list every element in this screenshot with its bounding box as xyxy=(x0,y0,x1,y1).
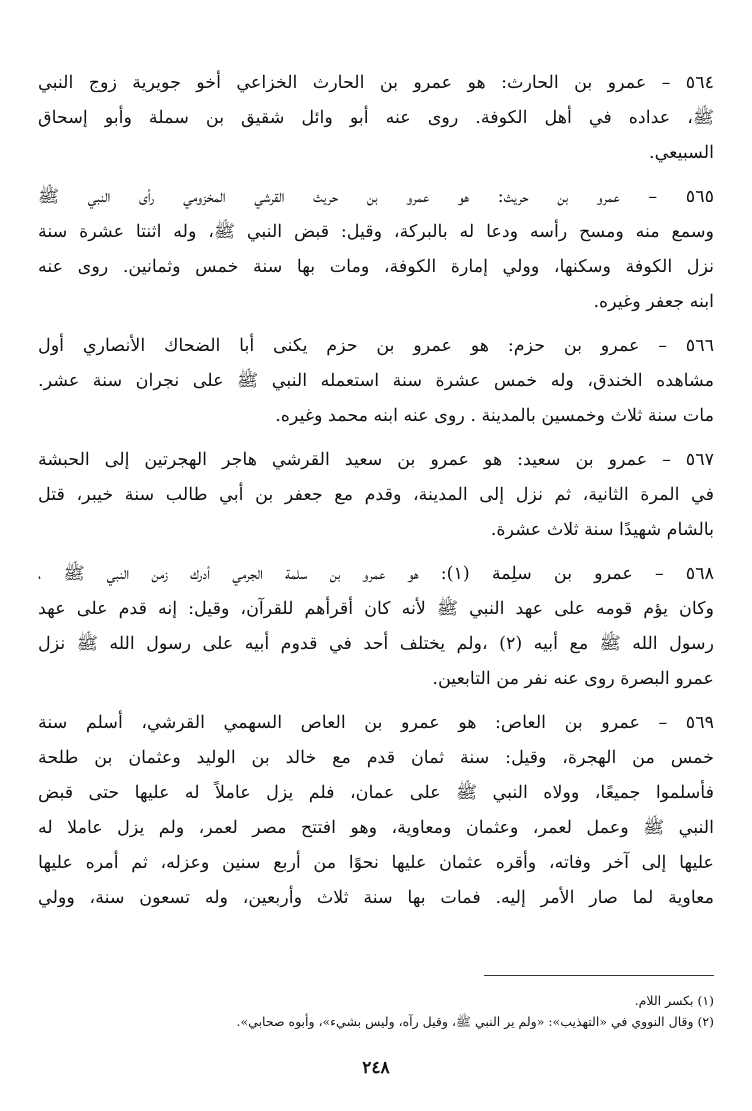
entry-line: وكان يؤم قومه على عهد النبي ﷺ لأنه كان أقرأهم للقرآن، وقيل: إنه قدم على عهد xyxy=(38,599,714,619)
entry-line: ٥٦٩ – عمرو بن العاص: هو عمرو بن العاص السهمي القرشي، أسلم سنة xyxy=(38,713,714,733)
footnote-divider xyxy=(484,975,714,976)
entry-line: معاوية لما صار الأمر إليه. فمات بها سنة ثلاث وأربعين، وله تسعون سنة، وولي xyxy=(38,888,714,908)
entry-line: ابنه جعفر وغيره. xyxy=(593,292,714,312)
entry-line: فأسلموا جميعًا، وولاه النبي ﷺ على عمان، فلم يزل عاملاً له عليها حتى قبض xyxy=(38,783,714,803)
page-body xyxy=(38,66,714,925)
entry-566 xyxy=(38,329,714,434)
entry-line: نزل الكوفة وسكنها، وولي إمارة الكوفة، ومات بها سنة خمس وثمانين. روى عنه xyxy=(38,257,714,277)
footnote-1: (١) بكسر اللام. xyxy=(634,993,714,1008)
entry-line: خمس من الهجرة، وقيل: سنة ثمان قدم مع خالد بن الوليد وعثمان بن طلحة xyxy=(38,748,714,768)
entry-line: في المرة الثانية، ثم نزل إلى المدينة، وقدم مع جعفر بن أبي طالب سنة خيبر، قتل xyxy=(38,485,714,505)
entry-line: النبي ﷺ وعمل لعمر، وعثمان ومعاوية، وهو افتتح مصر لعمر، ولم يزل عاملا له xyxy=(38,818,714,838)
entry-line: ٥٦٥ – عمرو بن حريث: هو عمرو بن حريث القرشي المخزومي رأى النبي ﷺ xyxy=(38,187,714,207)
page-number: ٢٤٨ xyxy=(362,1058,390,1078)
entry-line: بالشام شهيدًا سنة ثلاث عشرة. xyxy=(490,520,714,540)
entry-line: عمرو البصرة روى عنه نفر من التابعين. xyxy=(432,669,714,689)
footnote-2: (٢) وقال النووي في «التهذيب»: «ولم ير النبي ﷺ، وقيل رآه، وليس بشيء»، وأبوه صحابي». xyxy=(236,1014,714,1029)
entry-line: ٥٦٤ – عمرو بن الحارث: هو عمرو بن الحارث الخزاعي أخو جويرية زوج النبي xyxy=(38,73,714,93)
entry-line: رسول الله ﷺ مع أبيه (٢) ،ولم يختلف أحد في قدوم أبيه على رسول الله ﷺ نزل xyxy=(38,634,714,654)
entry-line: ٥٦٧ – عمرو بن سعيد: هو عمرو بن سعيد القرشي هاجر الهجرتين إلى الحبشة xyxy=(38,450,714,470)
entry-568 xyxy=(38,557,714,697)
entry-line: مات سنة ثلاث وخمسين بالمدينة . روى عنه ابنه محمد وغيره. xyxy=(275,406,714,426)
entry-565 xyxy=(38,180,714,320)
entry-line: السبيعي. xyxy=(649,143,714,163)
entry-564 xyxy=(38,66,714,171)
entry-line: عليها إلى آخر وفاته، وأقره عثمان عليها نحوًا من أربع سنين وعزله، ثم أمره عليها xyxy=(38,853,714,873)
entry-569 xyxy=(38,706,714,916)
entry-line: ٥٦٨ – عمرو بن سلِمة (١): هو عمرو بن سلمة الجرمي أدرك زمن النبي ﷺ ، xyxy=(38,564,714,584)
entry-line: ﷺ، عداده في أهل الكوفة. روى عنه أبو وائل شقيق بن سملة وأبو إسحاق xyxy=(38,108,714,128)
entry-line: ٥٦٦ – عمرو بن حزم: هو عمرو بن حزم يكنى أبا الضحاك الأنصاري أول xyxy=(38,336,714,356)
footnotes xyxy=(38,990,714,1032)
entry-567 xyxy=(38,443,714,548)
entry-line: مشاهده الخندق، وله خمس عشرة سنة استعمله النبي ﷺ على نجران سنة عشر. xyxy=(38,371,714,391)
entry-line: وسمع منه ومسح رأسه ودعا له بالبركة، وقيل: قبض النبي ﷺ، وله اثنتا عشرة سنة xyxy=(38,222,714,242)
